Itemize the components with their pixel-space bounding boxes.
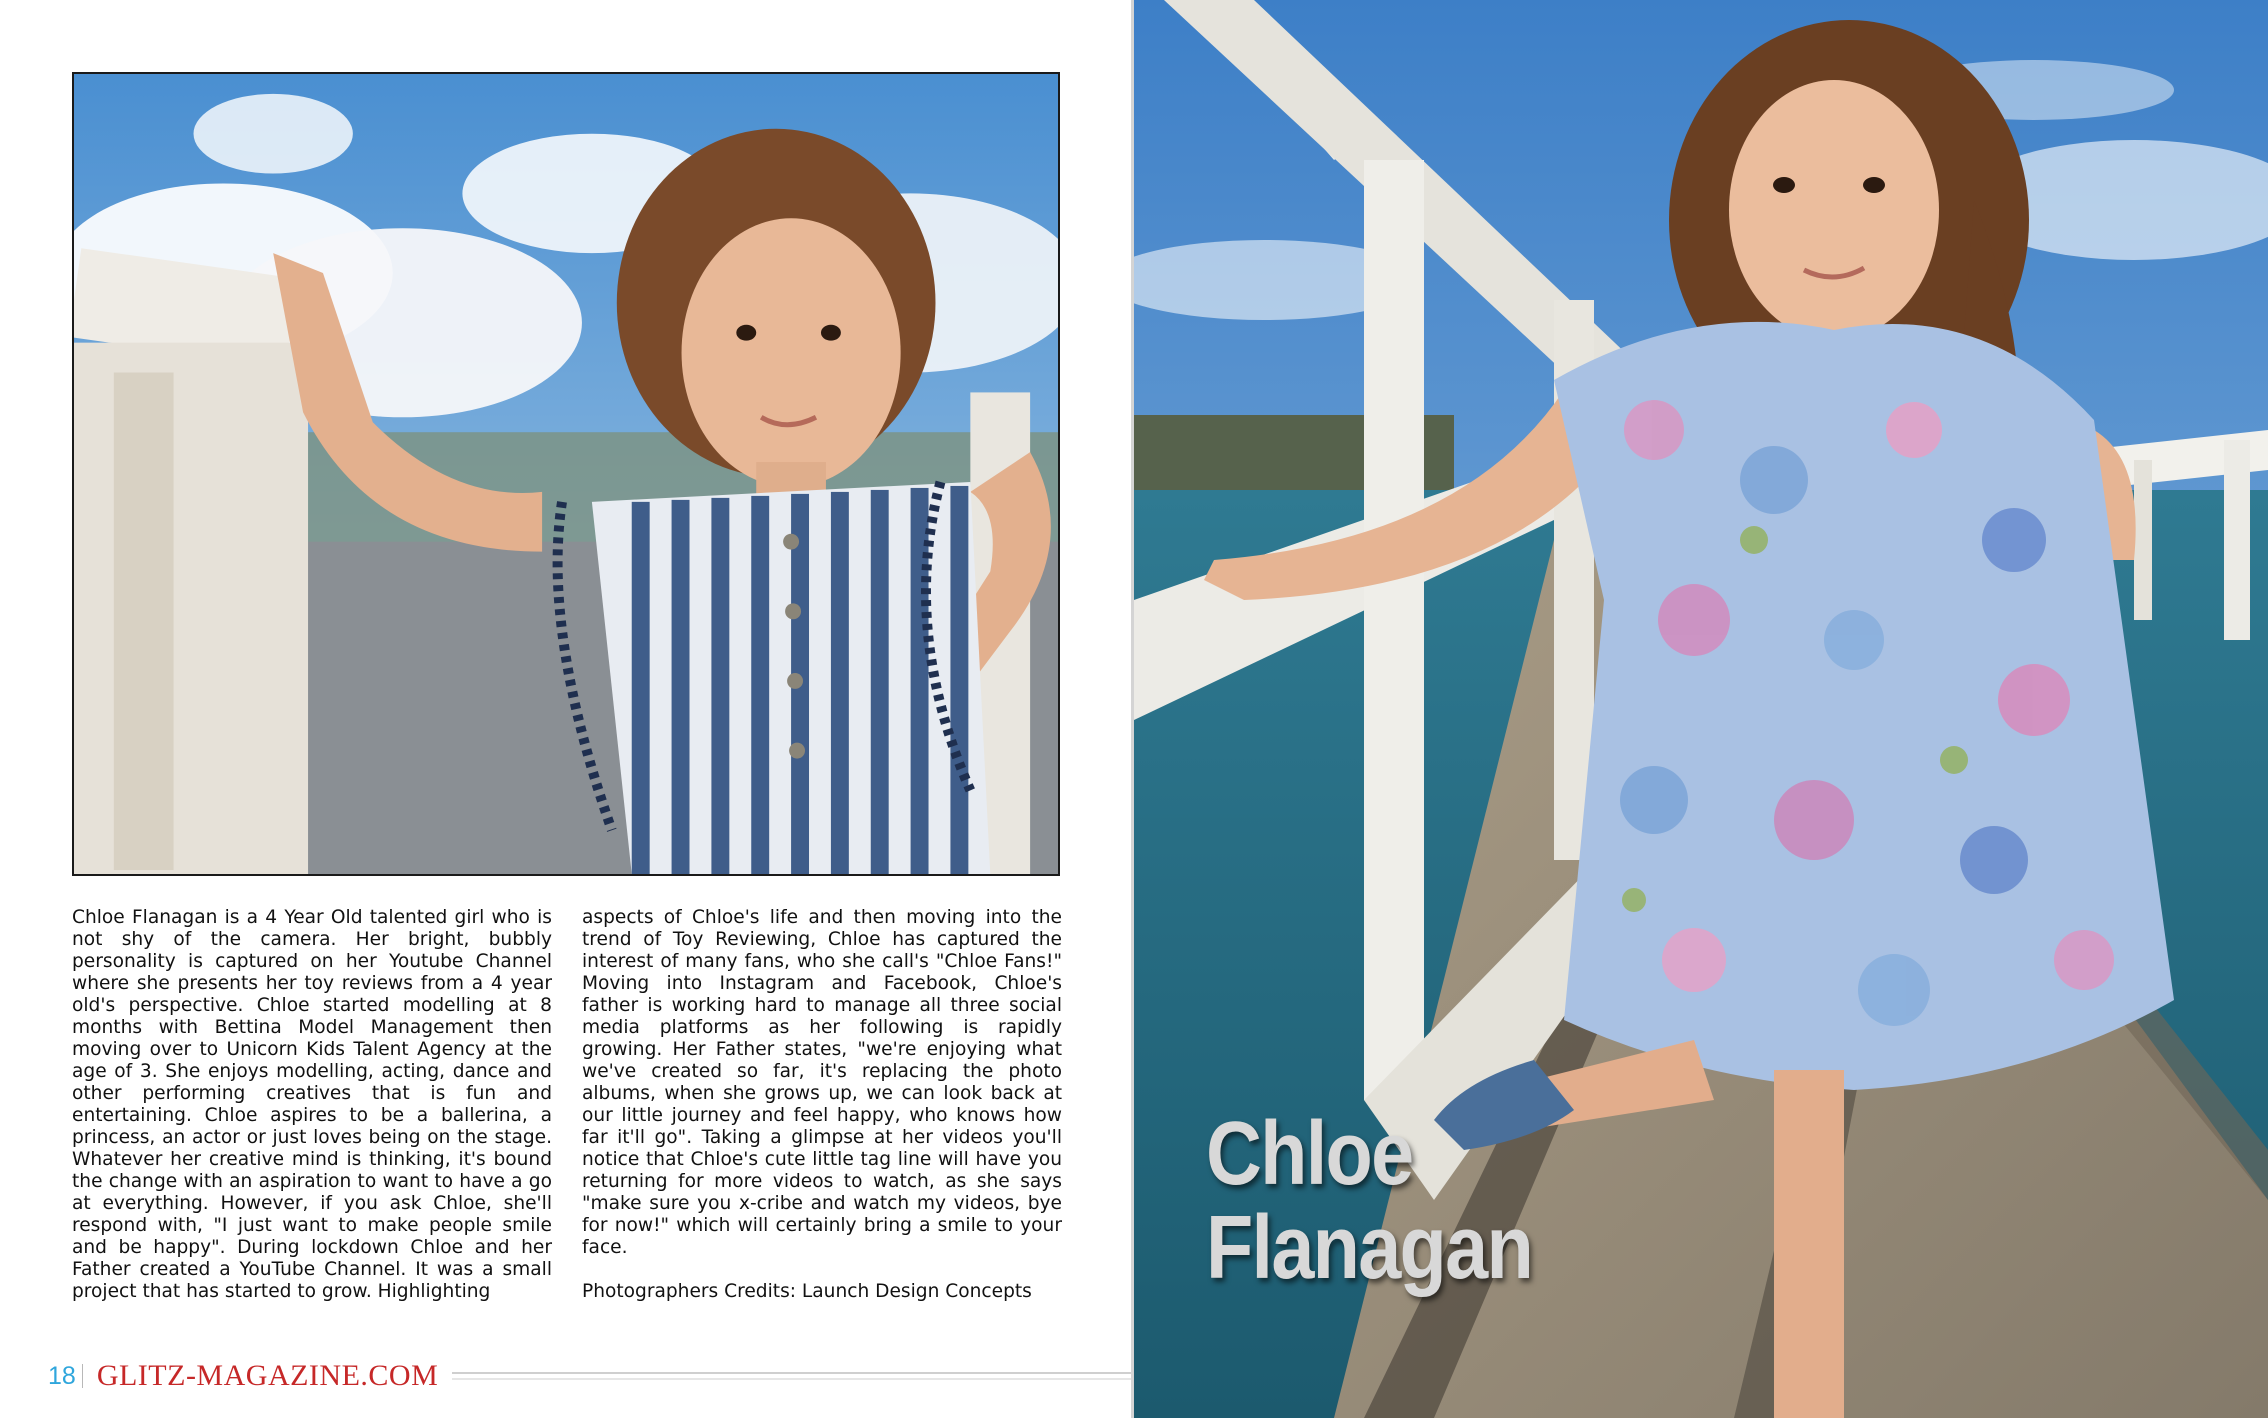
page-number: 18 (48, 1361, 76, 1390)
page-footer (48, 1356, 1134, 1396)
article-column-left (72, 907, 552, 1303)
photographer-credits: Photographers Credits: Launch Design Concepts (582, 1281, 1032, 1302)
magazine-brand-link[interactable]: GLITZ-MAGAZINE.COM (96, 1359, 439, 1392)
article-text-right: aspects of Chloe's life and then moving into the trend of Toy Reviewing, Chloe has captured the interest of many fans, who she call's "Chloe Fans!" Moving into Instagram and Facebook, Chloe's father is working hard to manage all three social media platforms as her following is rapidly growing. Her Father states, "we're enjoying what we've created so far, it's replacing the photo albums, when she grows up, we can look back at our little journey and feel happy, who knows how far it'll go". Taking a glimpse at her videos you'll notice that Chloe's cute little tag line will have you returning for more videos to watch, as she says "make sure you x-cribe and watch my videos, bye for now!" which will certainly bring a smile to your face. (582, 907, 1062, 1258)
footer-rule (452, 1372, 1134, 1380)
footer-divider (82, 1364, 83, 1388)
headline-name (1206, 1104, 1533, 1298)
headline-first-name: Chloe (1206, 1104, 1413, 1204)
article-column-right (582, 907, 1062, 1303)
photo-girl-striped-dress (72, 72, 1060, 876)
article-body (72, 907, 1062, 1303)
photo-illustration (74, 74, 1058, 874)
headline-last-name: Flanagan (1206, 1198, 1533, 1298)
article-text-left: Chloe Flanagan is a 4 Year Old talented girl who is not shy of the camera. Her bright, bubbly personality is captured on her Youtube Channel where she presents her toy reviews from a 4 year old's perspective. Chloe started modelling at 8 months with Bettina Model Management then moving over to Unicorn Kids Talent Agency at the age of 3. She enjoys modelling, acting, dance and other performing creatives that is fun and entertaining. Chloe aspires to be a ballerina, a princess, an actor or just loves being on the stage. Whatever her creative mind is thinking, it's bound the change with an aspiration to want to have a go at everything. However, if you ask Chloe, she'll respond with, "I just want to make people smile and be happy". During lockdown Chloe and her Father created a YouTube Channel. It was a small project that has started to grow. Highlighting (72, 907, 552, 1302)
